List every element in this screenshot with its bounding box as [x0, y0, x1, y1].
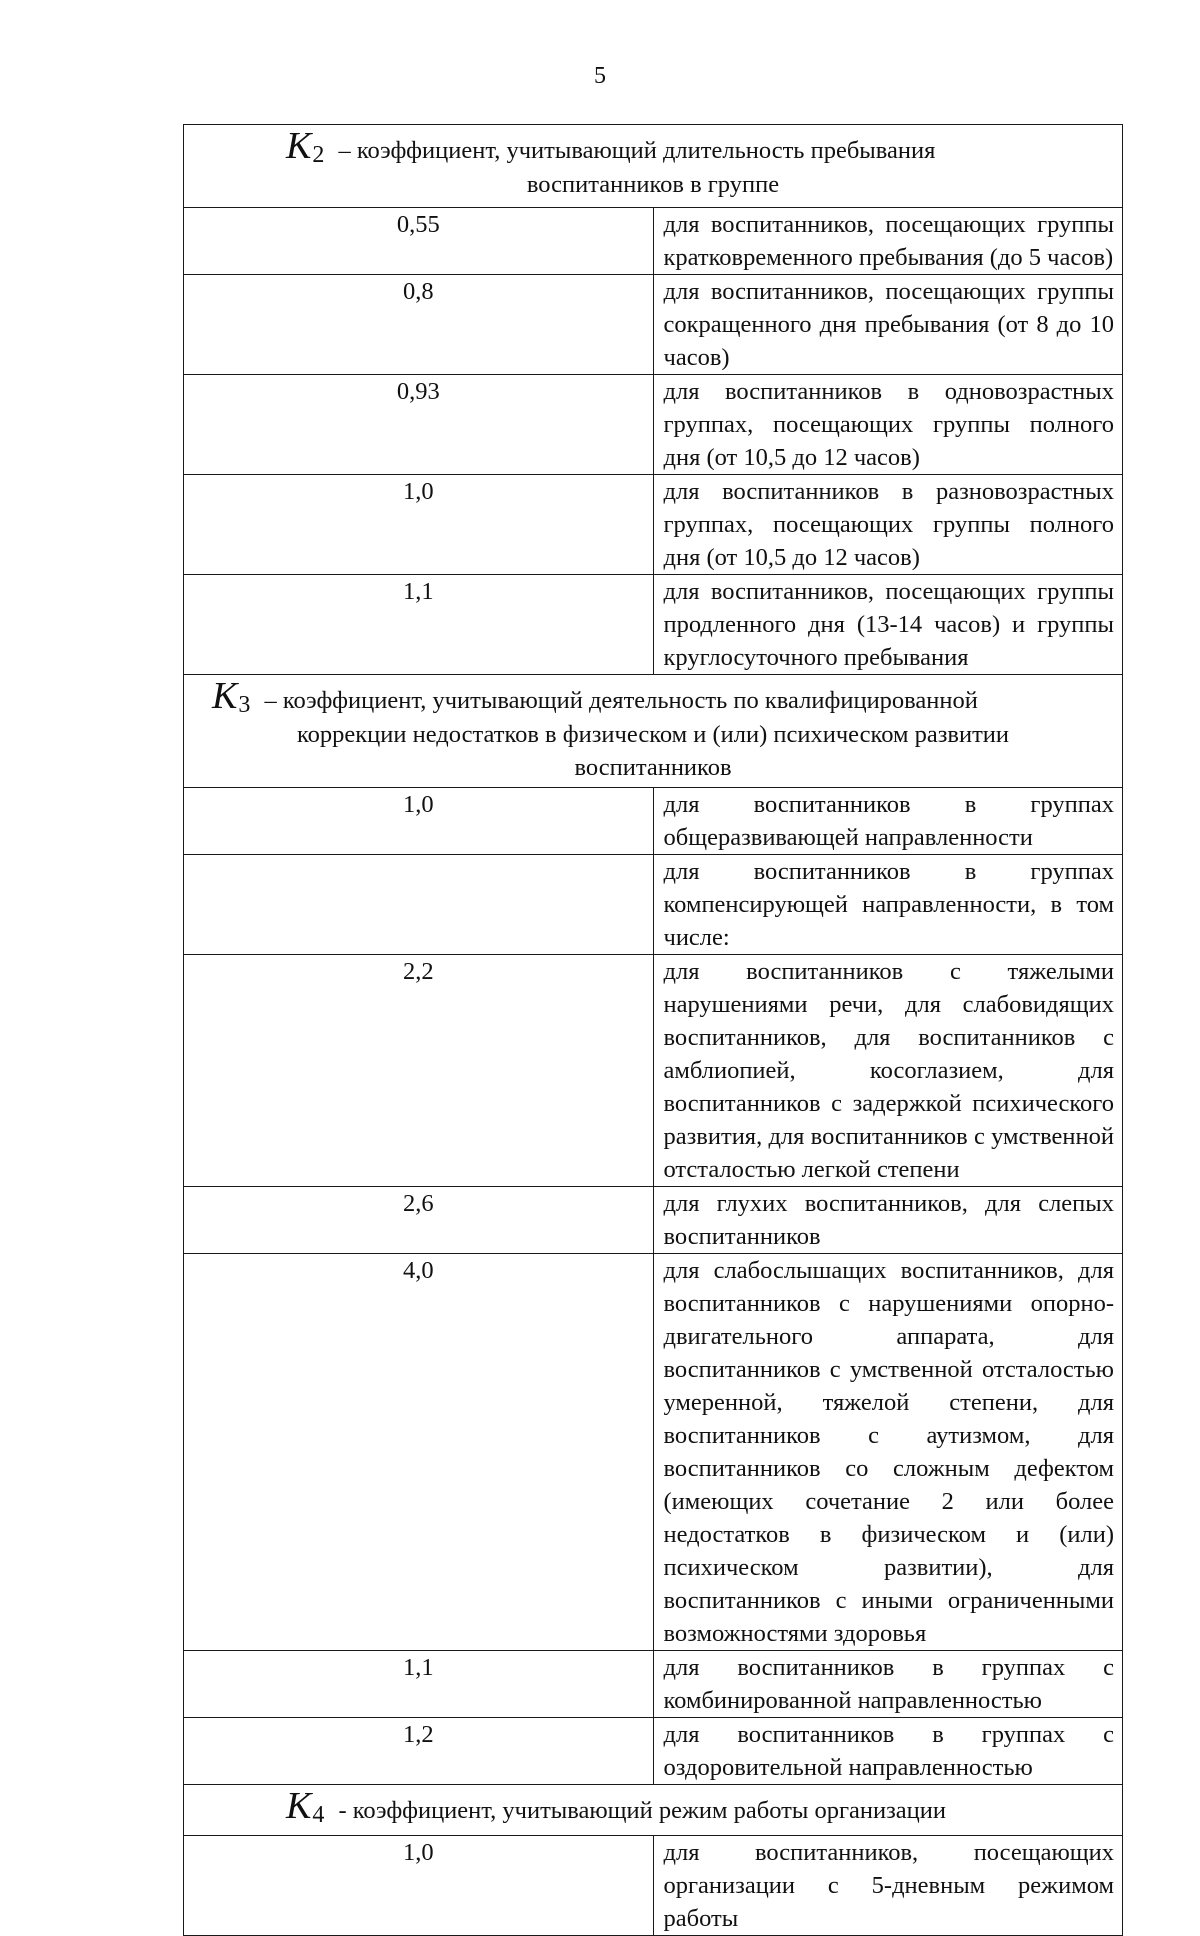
k2-title-line2: воспитанников в группе — [526, 171, 780, 198]
coefficient-value: 1,0 — [184, 1836, 654, 1936]
k3-title-line2: коррекции недостатков в физическом и (или) психическом развитии — [296, 721, 1010, 748]
k2-subscript: 2 — [312, 142, 325, 168]
coefficients-table — [183, 124, 1123, 1936]
coefficient-value: 4,0 — [184, 1254, 654, 1651]
k4-title-line1: - коэффициент, учитывающий режим работы организации — [338, 1797, 947, 1824]
table-row — [184, 208, 1123, 275]
coefficient-value — [184, 855, 654, 955]
coefficient-value: 2,2 — [184, 955, 654, 1187]
coefficient-value: 0,8 — [184, 275, 654, 375]
table-row — [184, 1651, 1123, 1718]
table-row — [184, 955, 1123, 1187]
k3-header — [184, 675, 1123, 788]
coefficient-description: для воспитанников, посещающих группы сокращенного дня пребывания (от 8 до 10 часов) — [653, 275, 1123, 375]
coefficient-description: для воспитанников в разновозрастных группах, посещающих группы полного дня (от 10,5 до 12 часов) — [653, 475, 1123, 575]
k4-header — [184, 1785, 1123, 1836]
k4-header-row — [184, 1785, 1123, 1836]
table-row — [184, 1836, 1123, 1936]
table-row — [184, 788, 1123, 855]
table-row — [184, 1718, 1123, 1785]
coefficient-description: для воспитанников в группах общеразвивающей направленности — [653, 788, 1123, 855]
table-row — [184, 1254, 1123, 1651]
k2-symbol: K — [286, 125, 313, 167]
coefficient-description: для глухих воспитанников, для слепых воспитанников — [653, 1187, 1123, 1254]
k2-header — [184, 125, 1123, 208]
coefficient-description: для воспитанников, посещающих группы продленного дня (13-14 часов) и группы круглосуточного пребывания — [653, 575, 1123, 675]
k2-title-line1: – коэффициент, учитывающий длительность пребывания — [338, 137, 936, 164]
coefficient-description: для воспитанников в одновозрастных группах, посещающих группы полного дня (от 10,5 до 12 часов) — [653, 375, 1123, 475]
coefficient-value: 1,0 — [184, 788, 654, 855]
coefficient-value: 1,1 — [184, 575, 654, 675]
coefficient-description: для воспитанников в группах с оздоровительной направленностью — [653, 1718, 1123, 1785]
table-row — [184, 575, 1123, 675]
coefficient-description: для воспитанников в группах с комбинированной направленностью — [653, 1651, 1123, 1718]
k3-title-line3: воспитанников — [574, 754, 732, 781]
table-row — [184, 275, 1123, 375]
coefficient-description: для воспитанников с тяжелыми нарушениями речи, для слабовидящих воспитанников, для воспитанников с амблиопией, косоглазием, для воспитанников с задержкой психического развития, для воспитанников с умственной отсталостью легкой степени — [653, 955, 1123, 1187]
table-row — [184, 375, 1123, 475]
table-row — [184, 475, 1123, 575]
coefficient-value: 1,0 — [184, 475, 654, 575]
k3-subscript: 3 — [238, 692, 251, 718]
coefficient-description: для воспитанников, посещающих группы кратковременного пребывания (до 5 часов) — [653, 208, 1123, 275]
k3-header-row — [184, 675, 1123, 788]
coefficient-value: 1,1 — [184, 1651, 654, 1718]
k3-title-line1: – коэффициент, учитывающий деятельность по квалифицированной — [264, 687, 978, 714]
k3-symbol: K — [212, 675, 239, 717]
coefficient-description: для слабослышащих воспитанников, для воспитанников с нарушениями опорно-двигательного аппарата, для воспитанников с умственной отсталостью умеренной, тяжелой степени, для воспитанников с аутизмом, для воспитанников со сложным дефектом (имеющих сочетание 2 или более недостатков в физическом и (или) психическом развитии), для воспитанников с иными ограниченными возможностями здоровья — [653, 1254, 1123, 1651]
coefficient-description: для воспитанников, посещающих организации с 5-дневным режимом работы — [653, 1836, 1123, 1936]
k4-symbol: K — [286, 1785, 313, 1827]
page-number: 5 — [594, 63, 606, 89]
coefficient-value: 0,55 — [184, 208, 654, 275]
coefficient-value: 2,6 — [184, 1187, 654, 1254]
k2-header-row — [184, 125, 1123, 208]
coefficient-value: 1,2 — [184, 1718, 654, 1785]
k4-subscript: 4 — [312, 1802, 325, 1828]
table-row — [184, 1187, 1123, 1254]
table-row — [184, 855, 1123, 955]
coefficient-description: для воспитанников в группах компенсирующей направленности, в том числе: — [653, 855, 1123, 955]
coefficient-value: 0,93 — [184, 375, 654, 475]
